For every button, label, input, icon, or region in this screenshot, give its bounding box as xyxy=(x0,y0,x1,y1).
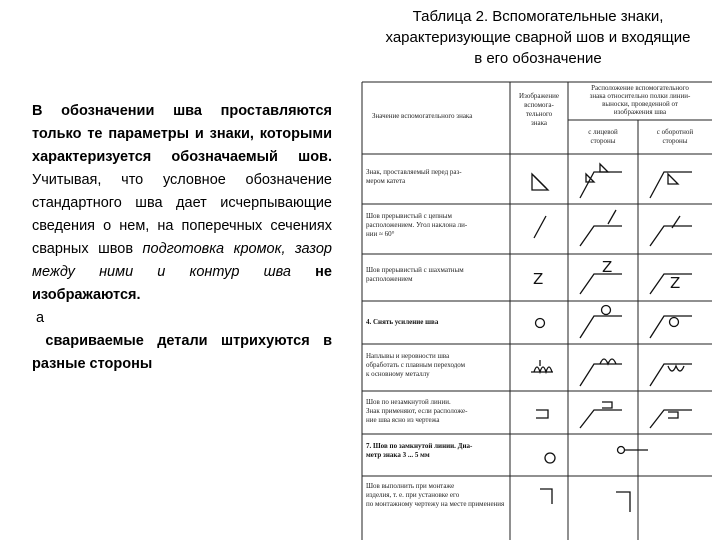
remove-reinforcement-front-icon xyxy=(580,306,622,339)
cathetus-triangle-icon xyxy=(532,174,548,190)
field-weld-icon xyxy=(540,489,552,504)
row-5-line-3: к основному металлу xyxy=(366,370,430,378)
header-back-l2: стороны xyxy=(662,137,688,145)
header-back-l1: с оборотной xyxy=(656,128,694,136)
open-line-front-icon xyxy=(580,402,622,428)
header-image-l2: вспомога- xyxy=(524,101,554,109)
header-front-l1: с лицевой xyxy=(588,128,618,136)
paragraph-a: а xyxy=(36,310,45,326)
paragraph-hatching: свариваемые детали штрихуются в разные стороны xyxy=(32,333,333,372)
row-8-line-1: Шов выполнить при монтаже xyxy=(366,482,455,490)
header-image-l4: знака xyxy=(530,119,548,127)
bold-statement: В обозначении шва проставляются только те параметры и знаки, которыми характеризуется обозначаемый шов. xyxy=(32,103,332,165)
row-2-line-3: нии ≈ 60° xyxy=(366,230,395,238)
table-grid xyxy=(362,82,712,540)
row-2-line-2: расположением. Угол наклона ли- xyxy=(366,221,468,229)
caption-line-1: Таблица 2. Вспомогательные знаки, xyxy=(412,8,664,25)
open-line-back-icon xyxy=(650,410,692,428)
row-6-line-1: Шов по незамкнутой линии. xyxy=(366,398,451,406)
row-8 xyxy=(366,482,505,508)
row-1-line-1: Знак, проставляемый перед раз- xyxy=(366,168,462,176)
body-text xyxy=(32,100,332,376)
paragraph-main xyxy=(32,100,332,307)
statement-end: не изображаются. xyxy=(32,264,332,303)
cathetus-back-icon xyxy=(650,172,692,198)
row-8-line-3: по монтажному чертежу на месте применения xyxy=(366,500,505,508)
smooth-transition-icon xyxy=(531,360,553,372)
row-4-line-1: 4. Снять усиление шва xyxy=(366,318,439,326)
staggered-zigzag-icon: Z xyxy=(533,270,544,288)
row-2 xyxy=(366,212,468,238)
header-image-l3: тельного xyxy=(525,110,553,118)
caption-line-3: в его обозначение xyxy=(474,50,602,67)
staggered-back-icon xyxy=(650,274,692,294)
row-3-line-1: Шов прерывистый с шахматным xyxy=(366,266,464,274)
row-4 xyxy=(366,318,439,326)
row-7-line-1: 7. Шов по замкнутой линии. Диа- xyxy=(366,442,473,450)
row-1 xyxy=(366,168,462,185)
row-5-line-1: Наплывы и неровности шва xyxy=(366,352,450,360)
remove-reinforcement-icon xyxy=(536,319,545,328)
field-weld-front-icon xyxy=(616,492,630,512)
header-front-l2: стороны xyxy=(590,137,616,145)
caption-line-2: характеризующие сварной шов и входящие xyxy=(385,29,691,46)
chain-intermittent-icon xyxy=(534,216,546,238)
header-position-l3: выноски, проведенной от xyxy=(602,100,678,108)
chain-front-icon xyxy=(580,210,622,246)
row-1-line-2: мером катета xyxy=(366,177,406,185)
table-caption xyxy=(352,6,720,69)
row-6-line-3: ние шва ясно из чертежа xyxy=(366,416,440,424)
row-5-line-2: обработать с плавным переходом xyxy=(366,361,466,369)
normal-statement: Учитывая, что условное обозначение стандартного шва дает исчерпывающие сведения о нем, на поперечных сечениях сварных швов xyxy=(32,172,332,257)
header-position-l2: знака относительно полки линии- xyxy=(589,92,691,100)
header-image-l1: Изображение xyxy=(519,92,559,100)
open-line-icon xyxy=(536,410,548,418)
svg-text:Z: Z xyxy=(602,258,613,276)
closed-line-front-icon xyxy=(618,447,649,454)
row-8-line-2: изделия, т. е. при установке его xyxy=(366,491,460,499)
row-6 xyxy=(366,398,468,424)
header-meaning: Значение вспомогательного знака xyxy=(372,112,473,120)
row-3-line-2: расположением xyxy=(366,275,413,283)
cathetus-front-icon xyxy=(580,164,622,198)
table-svg xyxy=(350,76,720,540)
svg-text:Z: Z xyxy=(670,274,681,292)
smooth-transition-front-icon xyxy=(580,359,622,386)
smooth-transition-back-icon xyxy=(650,364,692,386)
row-7 xyxy=(366,442,473,459)
italic-statement: подготовка кромок, зазор между ними и контур шва xyxy=(32,241,332,280)
row-7-line-2: метр знака 3 ... 5 мм xyxy=(366,451,430,459)
row-5 xyxy=(366,352,466,378)
scanned-symbol-table xyxy=(350,76,720,540)
remove-reinforcement-back-icon xyxy=(650,316,692,338)
row-6-line-2: Знак применяют, если расположе- xyxy=(366,407,468,415)
chain-back-icon xyxy=(650,216,692,246)
closed-line-icon xyxy=(545,453,555,463)
row-2-line-1: Шов прерывистый с цепным xyxy=(366,212,452,220)
row-3 xyxy=(366,266,464,283)
staggered-front-icon xyxy=(580,258,622,294)
header-position-l1: Расположение вспомогательного xyxy=(591,84,689,92)
header-position-l4: изображения шва xyxy=(613,108,667,116)
